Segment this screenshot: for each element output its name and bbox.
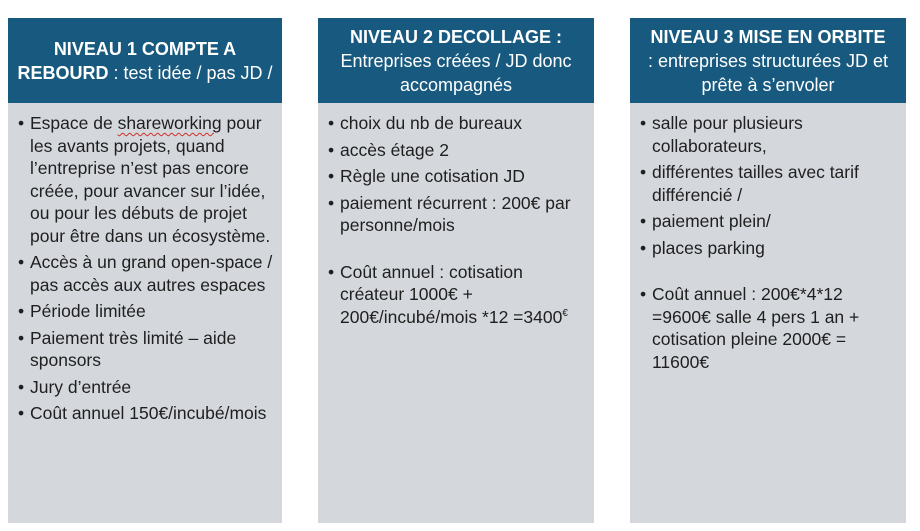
list-item: • paiement plein/ bbox=[640, 210, 898, 233]
level-1-header bbox=[8, 18, 282, 103]
level-1-list bbox=[18, 112, 274, 425]
list-item: • Coût annuel : 200€*4*12 =9600€ salle 4 pers 1 an + cotisation pleine 2000€ = 11600€ bbox=[640, 283, 898, 373]
list-item: • accès étage 2 bbox=[328, 139, 586, 162]
list-item: • Coût annuel 150€/incubé/mois bbox=[18, 402, 274, 425]
list-item: • Accès à un grand open-space / pas accès aux autres espaces bbox=[18, 251, 274, 296]
list-item bbox=[328, 261, 586, 329]
level-1-title-bold: NIVEAU 1 COMPTE A REBOURD bbox=[17, 38, 237, 83]
list-item: • Paiement très limité – aide sponsors bbox=[18, 327, 274, 372]
level-1-title bbox=[16, 37, 274, 85]
level-3-header bbox=[630, 18, 906, 103]
list-item: • paiement récurrent : 200€ par personne/mois bbox=[328, 192, 586, 237]
level-3-title-rest: : entreprises structurées JD et prête à s’envoler bbox=[647, 50, 889, 95]
level-3-card bbox=[630, 18, 906, 523]
level-1-title-rest: : test idée / pas JD / bbox=[108, 62, 273, 83]
item-text: Espace de bbox=[30, 113, 118, 133]
list-item: • choix du nb de bureaux bbox=[328, 112, 586, 135]
level-3-title bbox=[638, 25, 898, 97]
level-2-title bbox=[326, 25, 586, 97]
item-text: pour les avants projets, quand l’entreprise n’est pas encore créée, pour avancer sur l’idée, ou pour les débuts de projet pour être dans un écosystème. bbox=[30, 113, 271, 246]
list-item: • Jury d’entrée bbox=[18, 376, 274, 399]
level-2-card bbox=[318, 18, 594, 523]
level-2-body bbox=[318, 103, 594, 328]
list-item: • Période limitée bbox=[18, 300, 274, 323]
level-2-title-rest: Entreprises créées / JD donc accompagnés bbox=[340, 50, 572, 95]
level-2-header bbox=[318, 18, 594, 103]
item-text: Coût annuel : cotisation créateur 1000€ + 200€/incubé/mois *12 =3400 bbox=[340, 261, 563, 327]
list-item bbox=[18, 112, 274, 247]
spellcheck-flagged-word: shareworking bbox=[117, 113, 222, 133]
list-item: • salle pour plusieurs collaborateurs, bbox=[640, 112, 898, 157]
level-1-body bbox=[8, 103, 282, 425]
item-superscript: € bbox=[562, 307, 568, 319]
level-3-body bbox=[630, 103, 906, 373]
level-3-list bbox=[640, 112, 898, 373]
level-3-title-bold: NIVEAU 3 MISE EN ORBITE bbox=[650, 26, 886, 47]
list-item: • Règle une cotisation JD bbox=[328, 165, 586, 188]
level-1-card bbox=[8, 18, 282, 523]
list-item: • différentes tailles avec tarif différencié / bbox=[640, 161, 898, 206]
level-2-title-bold: NIVEAU 2 DECOLLAGE : bbox=[349, 26, 563, 47]
level-2-list bbox=[328, 112, 586, 328]
list-item: • places parking bbox=[640, 237, 898, 260]
